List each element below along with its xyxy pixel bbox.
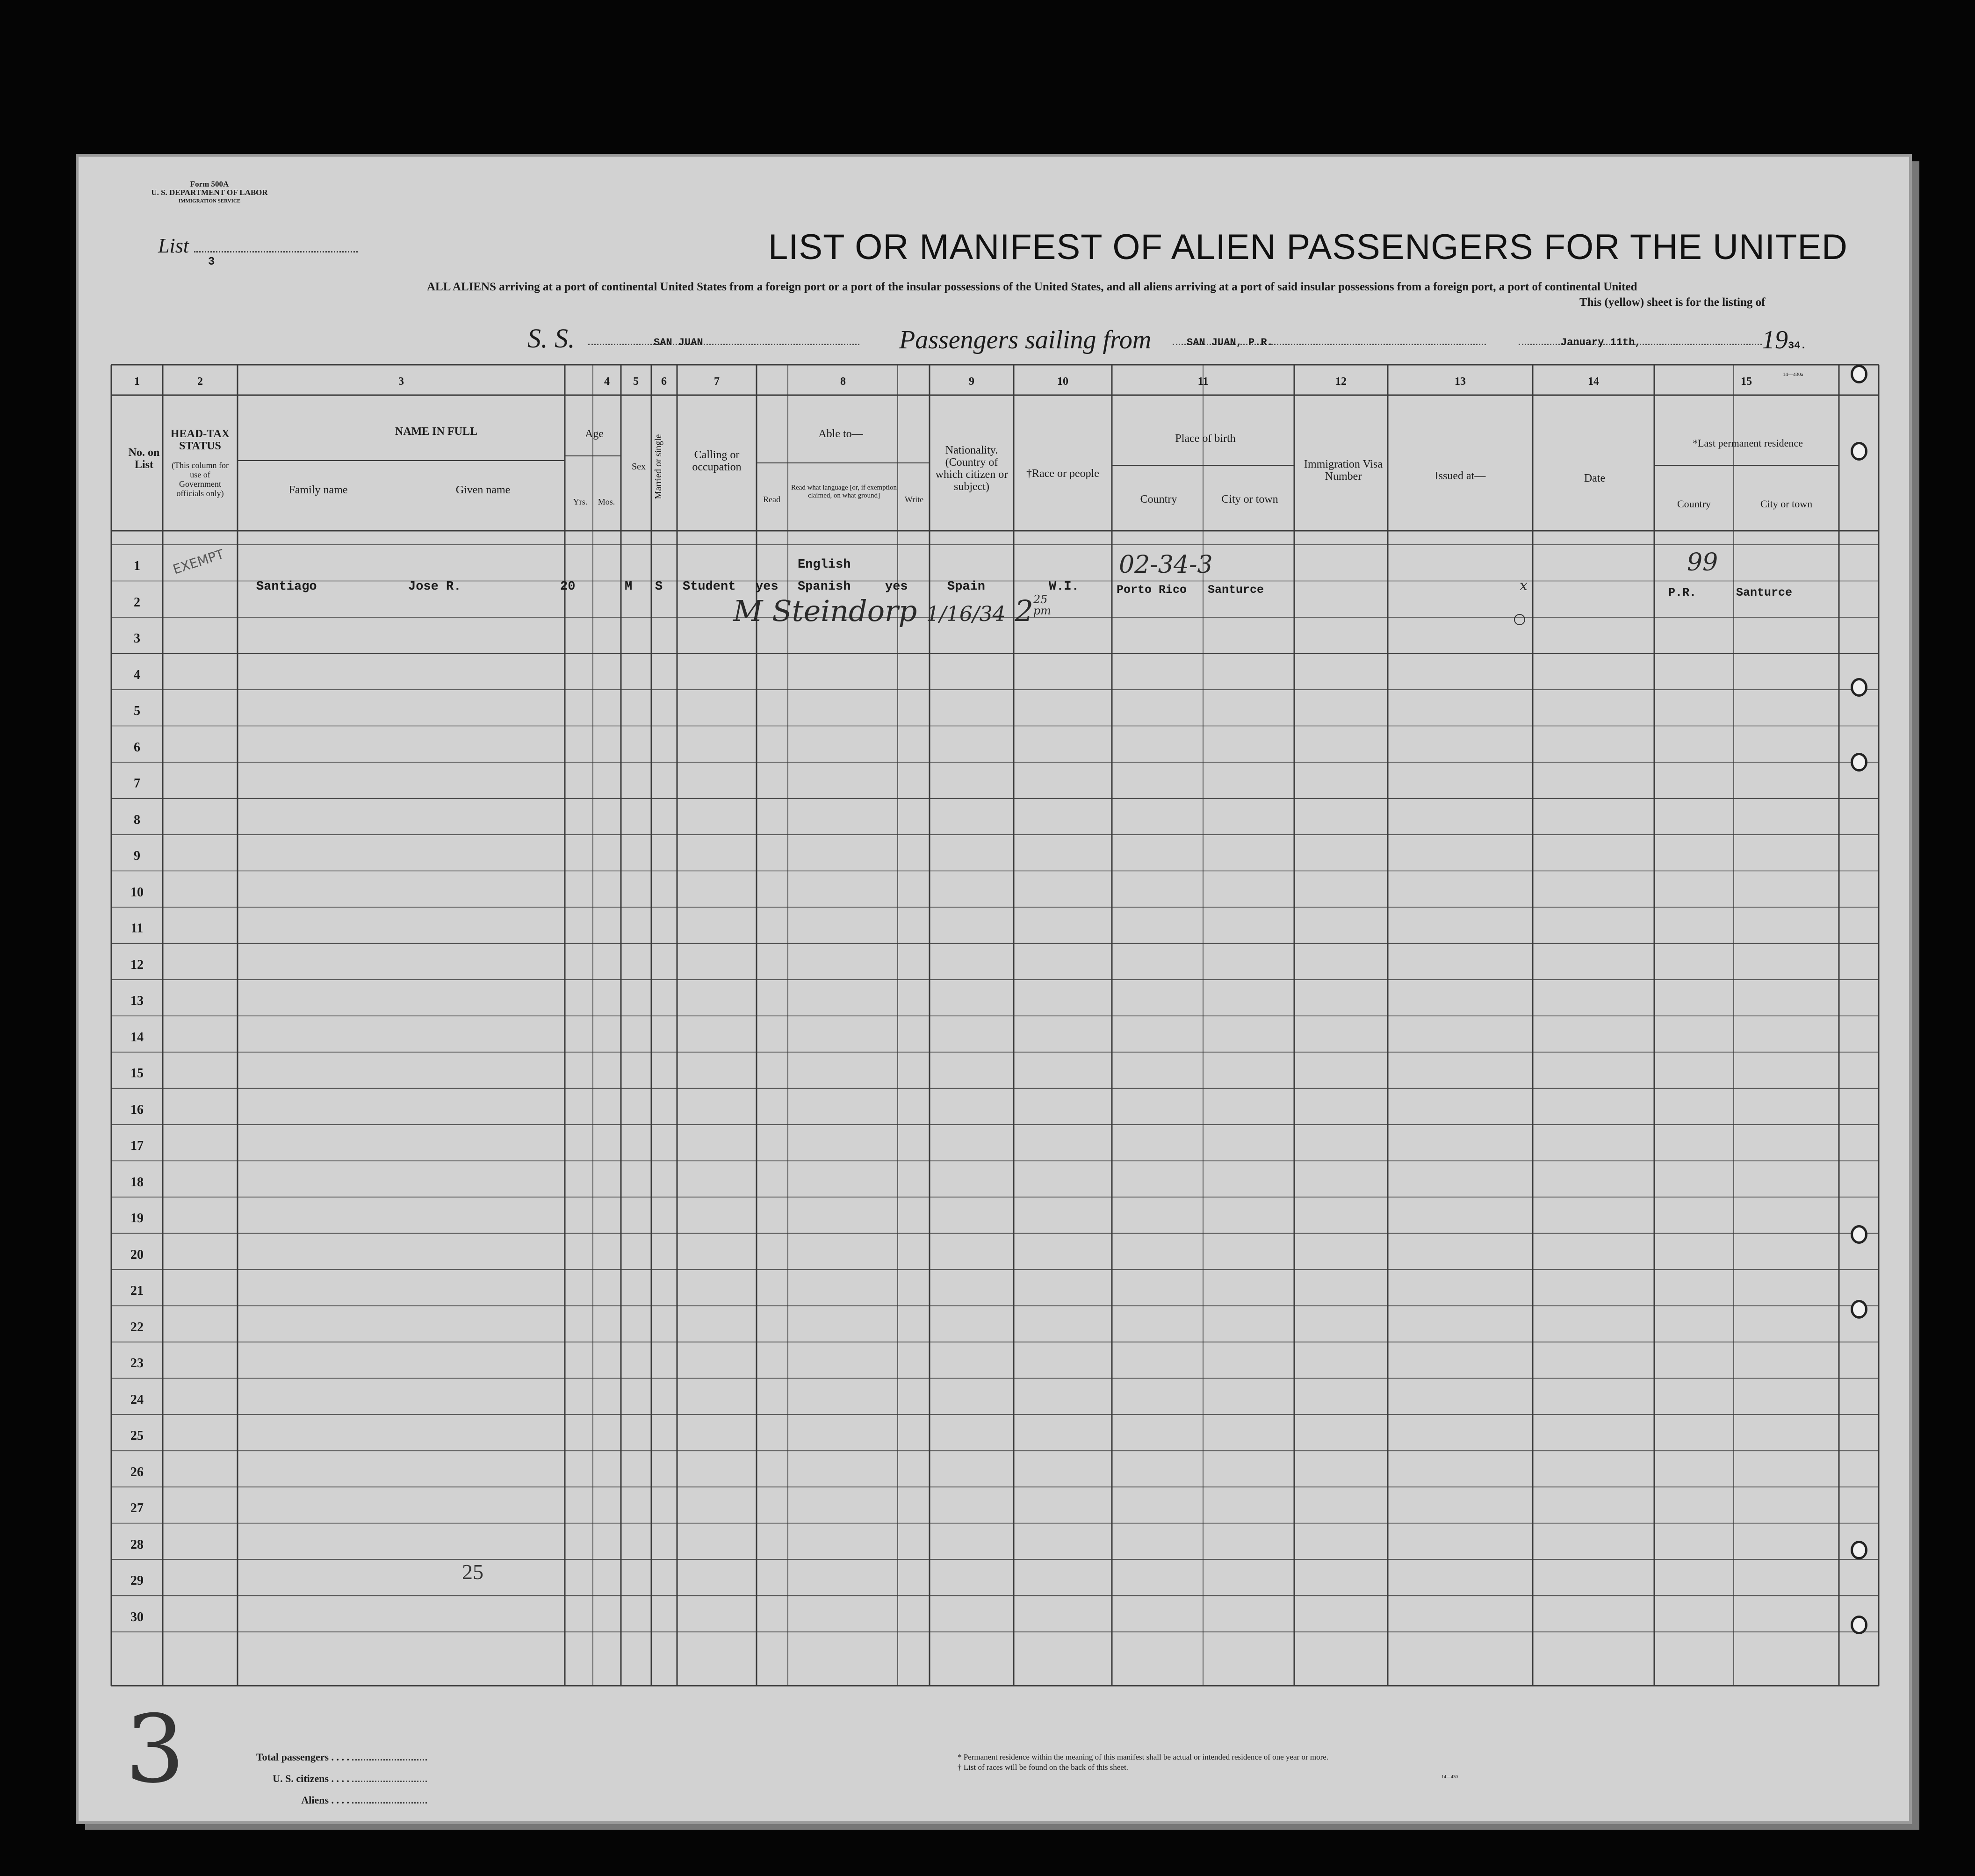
row-number: 16 (130, 1102, 144, 1117)
binder-hole-8 (1851, 1616, 1867, 1634)
passenger-residence-city: Santurce (1736, 586, 1793, 599)
row-number: 28 (130, 1537, 144, 1552)
column-number: 1 (134, 375, 140, 388)
row-number: 12 (130, 957, 144, 972)
sailing-label: Passengers sailing from (899, 325, 1152, 354)
row-number: 10 (130, 885, 144, 900)
total-passengers-label: Total passengers (256, 1751, 329, 1763)
header-birth-country: Country (1140, 493, 1177, 505)
row-number: 19 (130, 1211, 144, 1226)
header-read-language: Read what language [or, if exemption claimed, on what ground] (791, 484, 897, 499)
header-age: Age (585, 428, 604, 440)
header-residence-city: City or town (1760, 498, 1813, 510)
column-number: 15 (1741, 375, 1752, 388)
header-visa-number: Immigration Visa Number (1304, 458, 1383, 483)
service-name: IMMIGRATION SERVICE (178, 198, 241, 204)
us-citizens-label: U. S. citizens (273, 1773, 329, 1784)
totals-block: Total passengers . . . . U. S. citizens . . . . Aliens . . . . (256, 1746, 427, 1811)
header-race: †Race or people (1026, 468, 1099, 480)
signature-time-sub: pm (1033, 604, 1052, 617)
header-issued-at: Issued at— (1434, 470, 1486, 482)
form-code-bottom: 14—430 (1442, 1775, 1458, 1780)
year-suffix: 34. (1788, 340, 1807, 352)
row-number: 27 (130, 1501, 144, 1515)
row-number: 25 (130, 1429, 144, 1443)
row-number: 20 (130, 1247, 144, 1262)
column-number: 13 (1455, 375, 1466, 388)
row-number: 21 (130, 1284, 144, 1298)
row-number: 3 (134, 631, 140, 646)
header-nationality: Nationality. (Country of which citizen or subject) (935, 444, 1008, 493)
row-number: 2 (134, 595, 140, 610)
form-code-top: 14—430a (1783, 372, 1803, 377)
head-tax-exempt-stamp: EXEMPT (171, 546, 226, 577)
header-residence-country: Country (1677, 498, 1711, 510)
column-number: 14 (1588, 375, 1599, 388)
footnote-residence: * Permanent residence within the meaning of this manifest shall be actual or intended residence of one year or more. (958, 1753, 1329, 1761)
row-number: 24 (130, 1392, 144, 1407)
binder-hole-6 (1851, 1300, 1867, 1319)
department-name: U. S. DEPARTMENT OF LABOR (151, 188, 268, 197)
column-number: 4 (604, 375, 610, 388)
page-title: LIST OR MANIFEST OF ALIEN PASSENGERS FOR THE UNITED (768, 227, 1848, 267)
row-number: 18 (130, 1175, 144, 1190)
row-number: 5 (134, 704, 140, 718)
passenger-race: W.I. (1049, 580, 1079, 594)
row-number: 14 (130, 1030, 144, 1045)
row-number: 26 (130, 1465, 144, 1479)
page-mark: 3 (125, 1695, 185, 1804)
sailing-date: January 11th, (1561, 337, 1641, 348)
column-number: 12 (1335, 375, 1347, 388)
year-prefix: 19 (1762, 325, 1788, 354)
form-number: Form 500A (190, 180, 229, 188)
signature-name: M Steindorp (733, 594, 917, 628)
manifest-page (79, 157, 1909, 1821)
header-last-residence: *Last permanent residence (1693, 437, 1803, 449)
binder-hole-3 (1851, 678, 1867, 697)
header-no-on-list: No. on List (128, 447, 160, 471)
row-number: 22 (130, 1320, 144, 1335)
list-label: List (158, 234, 189, 257)
signature-time: 2 (1015, 594, 1033, 628)
row-number: 30 (130, 1609, 144, 1624)
header-name-in-full: NAME IN FULL (395, 426, 477, 438)
row-number: 29 (130, 1573, 144, 1588)
subtitle-line-1: ALL ALIENS arriving at a port of continental United States from a foreign port or a port of the insular possessions of the United States, and all aliens arriving at a port of said insular possessions from a foreign port, a port of continental United (427, 281, 1637, 293)
passenger-sex: M (625, 580, 633, 594)
aliens-label: Aliens (301, 1794, 329, 1806)
manifest-grid (79, 157, 1909, 1821)
passenger-language-1: English (798, 558, 851, 572)
row-number: 11 (130, 921, 144, 936)
column-number: 7 (714, 375, 720, 388)
birth-annotation: 02-34-3 (1119, 551, 1213, 579)
row-number: 1 (134, 559, 140, 573)
header-calling: Calling or occupation (692, 449, 742, 473)
issued-mark: x (1520, 577, 1528, 594)
passenger-residence-country: P.R. (1668, 586, 1697, 599)
column-number: 2 (197, 375, 203, 388)
header-given-name: Given name (455, 484, 511, 496)
column-number: 11 (1197, 375, 1209, 388)
column-number: 3 (398, 375, 404, 388)
header-birth-city: City or town (1221, 493, 1278, 505)
passenger-nationality: Spain (947, 580, 986, 594)
footnotes (958, 1752, 1328, 1773)
row-number: 17 (130, 1139, 144, 1153)
row-number: 4 (134, 667, 140, 682)
binder-hole-4 (1851, 753, 1867, 772)
residence-annotation: 99 (1687, 548, 1718, 577)
subtitle-line-2: This (yellow) sheet is for the listing of (1579, 296, 1766, 309)
inspector-signature (733, 594, 1051, 628)
header-write: Write (904, 495, 924, 504)
ship-label: S. S. (527, 323, 575, 354)
binder-hole-5 (1851, 1225, 1867, 1244)
passenger-given-name: Jose R. (408, 580, 461, 594)
passenger-birth-country: Porto Rico (1117, 583, 1187, 597)
header-age-mos: Mos. (598, 497, 615, 506)
footnote-races: † List of races will be found on the back of this sheet. (958, 1763, 1128, 1772)
column-number: 6 (661, 375, 667, 388)
column-number: 9 (969, 375, 974, 388)
row-number: 15 (130, 1066, 144, 1081)
passenger-age: 20 (560, 580, 576, 594)
signature-date: 1/16/34 (926, 602, 1006, 626)
row-number: 8 (134, 812, 140, 827)
column-number: 5 (633, 375, 639, 388)
column-number: 10 (1057, 375, 1068, 388)
signature-time-sup: 25 (1033, 593, 1048, 606)
header-age-yrs: Yrs. (573, 497, 588, 506)
passenger-birth-city: Santurce (1208, 583, 1264, 597)
header-able-to: Able to— (818, 428, 863, 440)
header-sex: Sex (632, 462, 646, 472)
header-date: Date (1584, 472, 1606, 484)
header-family-name: Family name (288, 484, 348, 496)
binder-hole-2 (1851, 442, 1867, 461)
row-number: 23 (130, 1356, 144, 1371)
passenger-read: yes (756, 580, 778, 594)
header-married: Married or single (653, 434, 663, 499)
binder-hole-7 (1851, 1541, 1867, 1559)
row-number: 13 (130, 994, 144, 1008)
list-number-value: 3 (208, 256, 215, 268)
header-head-tax: HEAD-TAX STATUS (170, 428, 230, 452)
binder-hole-1 (1851, 365, 1867, 383)
header-head-tax-note: (This column for use of Government officials only) (172, 461, 229, 498)
ship-name: SAN JUAN (654, 337, 703, 348)
sailing-port: SAN JUAN, P.R. (1187, 337, 1273, 348)
circled-mark (1514, 614, 1525, 625)
passenger-occupation: Student (683, 580, 736, 594)
passenger-family-name: Santiago (256, 580, 317, 594)
row-number: 6 (134, 740, 140, 755)
row-number: 7 (134, 776, 140, 791)
pencil-number: 25 (462, 1560, 483, 1584)
passenger-language-2: Spanish (798, 580, 851, 594)
passenger-write: yes (885, 580, 908, 594)
passenger-married: S (655, 580, 663, 594)
row-number: 9 (134, 849, 140, 863)
header-read: Read (763, 495, 780, 504)
header-place-of-birth: Place of birth (1175, 433, 1236, 445)
column-number: 8 (840, 375, 846, 388)
